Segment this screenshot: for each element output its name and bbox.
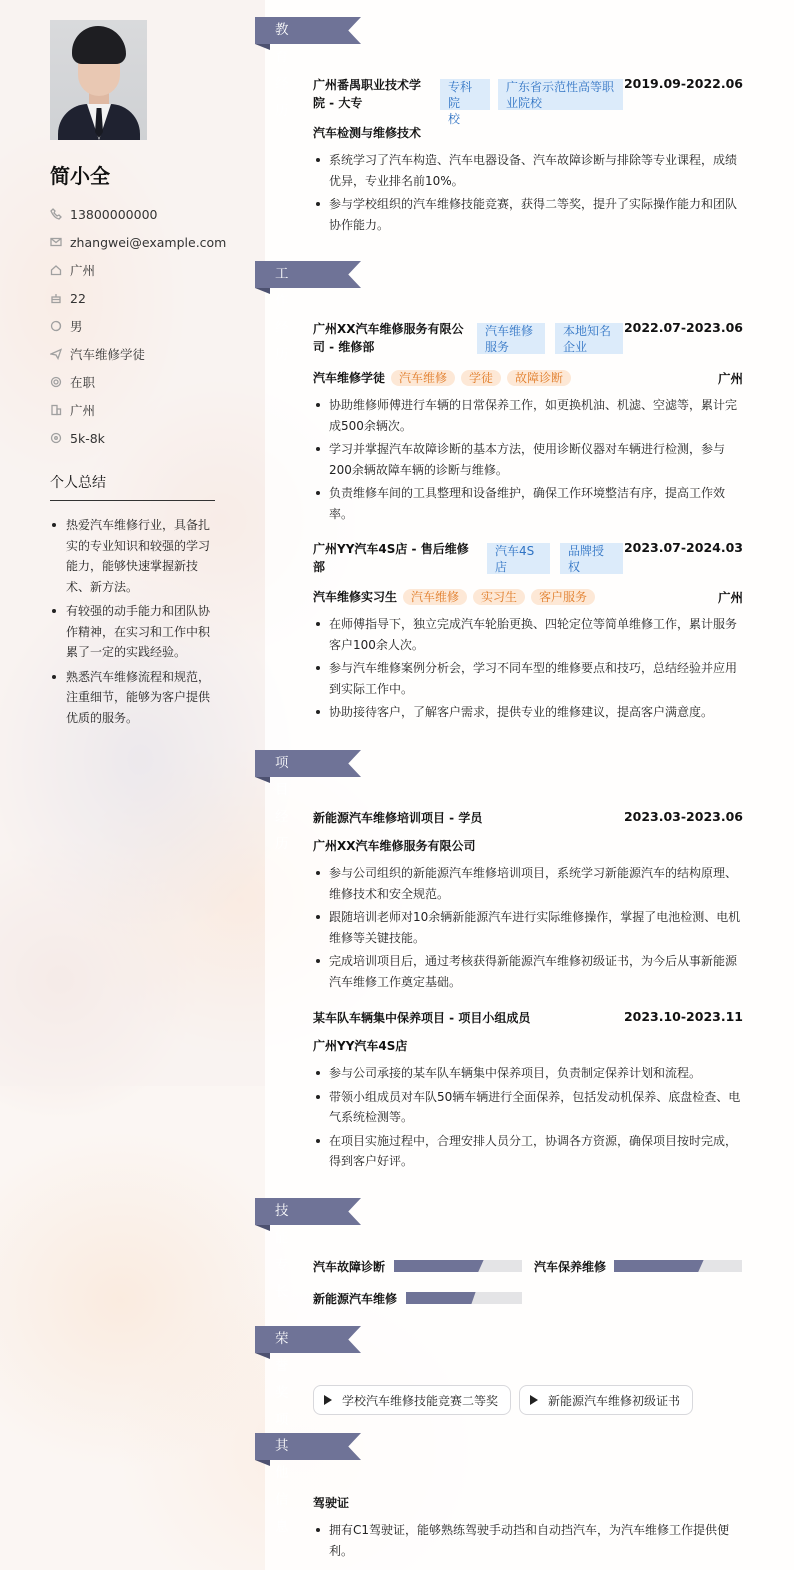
section-title: 技能专长 bbox=[275, 1203, 290, 1300]
status-icon bbox=[50, 376, 62, 388]
skill-bar bbox=[406, 1292, 522, 1304]
info-position bbox=[50, 340, 250, 368]
summary-list bbox=[50, 515, 215, 732]
project-date: 2023.10-2023.11 bbox=[623, 1009, 743, 1024]
work-role: 汽车维修实习生 汽车维修 实习生 客户服务 bbox=[313, 588, 595, 605]
gender-text: 男 bbox=[70, 319, 83, 334]
company-name: 广州XX汽车维修服务有限公 司 - 维修部 bbox=[313, 322, 464, 354]
list-item: 参与学校组织的汽车维修技能竞赛，获得二等奖，提升了实际操作能力和团队协作能力。 bbox=[313, 194, 743, 235]
school-name: 广州番禺职业技术学 院 - 大专 bbox=[313, 78, 422, 110]
tag-school-honor: 广东省示范性高等职 业院校 bbox=[498, 79, 623, 110]
section-title: 其他信息 bbox=[275, 1438, 290, 1535]
list-item: 协助维修师傅进行车辆的日常保养工作，如更换机油、机滤、空滤等，累计完成500余辆次。 bbox=[313, 395, 743, 436]
company-name: 广州YY汽车4S店 - 售后维修 部 bbox=[313, 542, 469, 574]
status-text: 在职 bbox=[70, 375, 96, 390]
summary-item: 热爱汽车维修行业，具备扎实的专业知识和较强的学习能力，能够快速掌握新技术、新方法。 bbox=[50, 515, 215, 597]
list-item: 拥有C1驾驶证，能够熟练驾驶手动挡和自动挡汽车，为汽车维修工作提供便利。 bbox=[313, 1520, 743, 1561]
list-item: 参与公司组织的新能源汽车维修培训项目，系统学习新能源汽车的结构原理、维修技术和安全规范。 bbox=[313, 863, 743, 904]
work-role: 汽车维修学徒 汽车维修 学徒 故障诊断 bbox=[313, 369, 571, 386]
list-item: 在项目实施过程中，合理安排人员分工，协调各方资源，确保项目按时完成，得到客户好评。 bbox=[313, 1131, 743, 1172]
info-salary bbox=[50, 424, 250, 452]
education-date: 2019.09-2022.06 bbox=[623, 76, 743, 91]
list-item: 在师傅指导下，独立完成汽车轮胎更换、四轮定位等简单维修工作，累计服务客户100余人次。 bbox=[313, 614, 743, 655]
info-status bbox=[50, 368, 250, 396]
project-org: 广州XX汽车维修服务有限公司 bbox=[313, 839, 476, 853]
tag-company-type: 汽车4S 店 bbox=[487, 543, 550, 574]
position-text: 汽车维修学徒 bbox=[70, 347, 146, 362]
section-title: 工作经历 bbox=[275, 266, 290, 363]
tag-company-type: 汽车维修 服务 bbox=[477, 323, 545, 354]
skill-bar bbox=[394, 1260, 522, 1272]
email-text: zhangwei@example.com bbox=[70, 234, 227, 250]
major: 汽车检测与维修技术 bbox=[313, 126, 422, 140]
list-item: 带领小组成员对车队50辆车辆进行全面保养，包括发动机保养、底盘检查、电气系统检测等。 bbox=[313, 1087, 743, 1128]
phone-icon bbox=[50, 208, 62, 220]
project-bullets bbox=[313, 1063, 743, 1175]
list-item: 跟随培训老师对10余辆新能源汽车进行实际维修操作，掌握了电池检测、电机维修等关键技能。 bbox=[313, 907, 743, 948]
role-tag: 汽车维修 bbox=[403, 589, 467, 605]
list-item: 协助接待客户，了解客户需求，提供专业的维修建议，提高客户满意度。 bbox=[313, 702, 743, 723]
tag-school-type: 专科院 校 bbox=[440, 79, 490, 110]
info-target-city bbox=[50, 396, 250, 424]
skill-fill bbox=[614, 1260, 704, 1272]
role-tag: 实习生 bbox=[473, 589, 525, 605]
info-age bbox=[50, 284, 250, 312]
project-title: 新能源汽车维修培训项目 - 学员 bbox=[313, 811, 483, 825]
play-icon bbox=[530, 1395, 538, 1405]
work-location: 广州 bbox=[717, 590, 743, 605]
cake-icon bbox=[50, 292, 62, 304]
list-item: 参与汽车维修案例分析会，学习不同车型的维修要点和技巧，总结经验并应用到实际工作中。 bbox=[313, 658, 743, 699]
education-bullets bbox=[313, 150, 743, 238]
other-title: 驾驶证 bbox=[313, 1496, 350, 1510]
other-bullets bbox=[313, 1520, 743, 1564]
project-bullets bbox=[313, 863, 743, 995]
summary-item: 熟悉汽车维修流程和规范，注重细节，能够为客户提供优质的服务。 bbox=[50, 667, 215, 729]
work-location: 广州 bbox=[717, 371, 743, 386]
project-title: 某车队车辆集中保养项目 - 项目小组成员 bbox=[313, 1011, 531, 1025]
list-item: 负责维修车间的工具整理和设备维护，确保工作环境整洁有序，提高工作效率。 bbox=[313, 483, 743, 524]
info-phone bbox=[50, 200, 250, 228]
home-icon bbox=[50, 264, 62, 276]
gender-icon bbox=[50, 320, 62, 332]
work-date: 2022.07-2023.06 bbox=[623, 320, 743, 335]
skill-name: 汽车保养维修 bbox=[534, 1260, 607, 1274]
salary-text: 5k-8k bbox=[70, 430, 105, 446]
role-tag: 客户服务 bbox=[531, 589, 595, 605]
avatar bbox=[50, 20, 147, 140]
info-gender bbox=[50, 312, 250, 340]
work-date: 2023.07-2024.03 bbox=[623, 540, 743, 555]
project-org: 广州YY汽车4S店 bbox=[313, 1039, 408, 1053]
contact-info bbox=[50, 200, 250, 452]
city-text: 广州 bbox=[70, 263, 96, 278]
role-tag: 故障诊断 bbox=[507, 370, 571, 386]
info-city bbox=[50, 256, 250, 284]
section-title: 教育经历 bbox=[275, 22, 290, 119]
skill-name: 汽车故障诊断 bbox=[313, 1260, 386, 1274]
skill-bar bbox=[614, 1260, 742, 1272]
tag-company-honor: 本地知名 企业 bbox=[555, 323, 623, 354]
list-item: 完成培训项目后，通过考核获得新能源汽车维修初级证书，为今后从事新能源汽车维修工作奠定基础。 bbox=[313, 951, 743, 992]
role-tag: 学徒 bbox=[461, 370, 501, 386]
profile-name: 简小全 bbox=[50, 164, 110, 188]
money-icon bbox=[50, 432, 62, 444]
skill-fill bbox=[406, 1292, 476, 1304]
mail-icon bbox=[50, 236, 62, 248]
award-item: 新能源汽车维修初级证书 bbox=[519, 1385, 693, 1415]
award-item: 学校汽车维修技能竞赛二等奖 bbox=[313, 1385, 511, 1415]
work-bullets bbox=[313, 395, 743, 527]
role-tag: 汽车维修 bbox=[391, 370, 455, 386]
phone-text: 13800000000 bbox=[70, 206, 158, 222]
target-city-text: 广州 bbox=[70, 403, 96, 418]
section-title: 荣誉奖项 bbox=[275, 1331, 290, 1428]
skill-name: 新能源汽车维修 bbox=[313, 1292, 398, 1306]
project-date: 2023.03-2023.06 bbox=[623, 809, 743, 824]
info-email bbox=[50, 228, 250, 256]
list-item: 学习并掌握汽车故障诊断的基本方法，使用诊断仪器对车辆进行检测，参与200余辆故障车辆的诊断与维修。 bbox=[313, 439, 743, 480]
list-item: 系统学习了汽车构造、汽车电器设备、汽车故障诊断与排除等专业课程，成绩优异，专业排名前10%。 bbox=[313, 150, 743, 191]
tag-company-honor: 品牌授 权 bbox=[560, 543, 623, 574]
age-text: 22 bbox=[70, 290, 86, 306]
send-icon bbox=[50, 348, 62, 360]
play-icon bbox=[324, 1395, 332, 1405]
building-icon bbox=[50, 404, 62, 416]
list-item: 参与公司承接的某车队车辆集中保养项目，负责制定保养计划和流程。 bbox=[313, 1063, 743, 1084]
skill-fill bbox=[394, 1260, 484, 1272]
summary-item: 有较强的动手能力和团队协作精神，在实习和工作中积累了一定的实践经验。 bbox=[50, 601, 215, 663]
section-title: 项目经历 bbox=[275, 755, 290, 852]
summary-title: 个人总结 bbox=[50, 472, 215, 501]
work-bullets bbox=[313, 614, 743, 726]
